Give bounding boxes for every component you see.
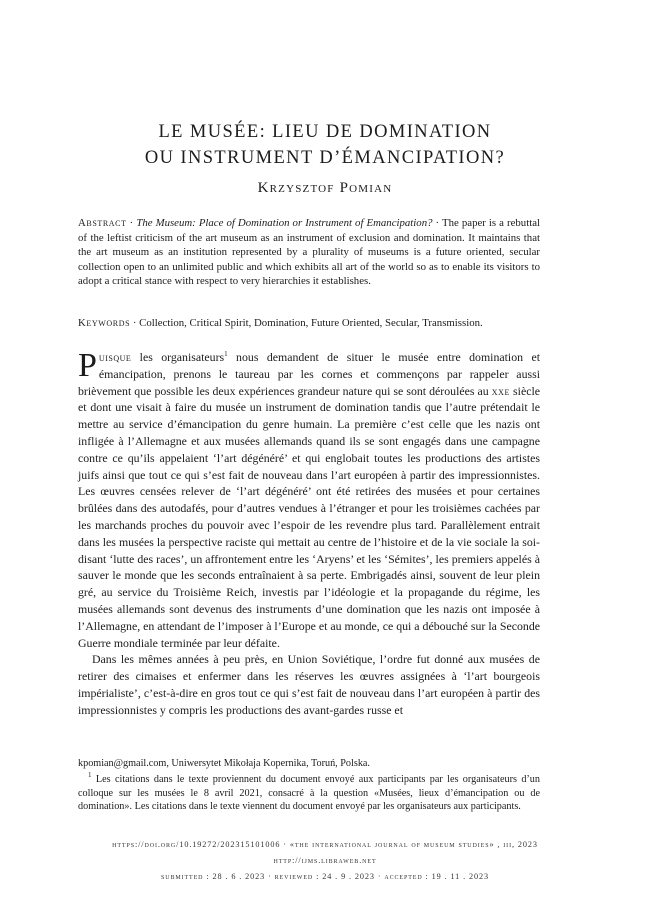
- footnote-1-text: Les citations dans le texte proviennent du document envoyé aux participants par les organisateurs d’un colloque sur les musées le 8 avril 2021, consacré à la question «Musées, lieux d’émancipation ou de domination». Les citations dans le texte viennent du document envoyé par les organisateurs aux participants.: [78, 774, 540, 813]
- abstract-english-title: The Museum: Place of Domination or Instrument of Emancipation?: [136, 217, 433, 229]
- century-numeral: xxe: [491, 383, 510, 398]
- footnotes: [78, 757, 540, 814]
- paragraph-1-text-a: les organisateurs: [131, 350, 225, 364]
- keywords-label: Keywords: [78, 317, 131, 329]
- footer-doi: https://doi.org/10.19272/202315101006 · «the international journal of museum studies» , iii, 2023: [112, 840, 538, 849]
- page-title: [0, 119, 650, 171]
- paragraph-1-text-c: siècle et dont une visait à faire du musée un instrument de domination tandis que l’autre prétendait le mettre au service d’émancipation du genre humain. La première c’est celle que les nazis ont infligée à l’Allemagne et aux musées allemands quand ils se sont engagés dans une campagne contre ce qu’ils appelaient ‘l’art dégénéré’ et qui englobait toutes les productions des artistes juifs ainsi que tout ce qui s’est fait de nouveau dans l’art européen à partir des impressionnistes. Les œuvres censées relever de ‘l’art dégénéré’ ont été retirées des musées et pour certaines brûlées dans des autodafés, pour d’autres vendues à l’étranger et pour les troisièmes cachées par les marchands proches du pouvoir avec l’espoir de les revendre plus tard. Parallèlement entrait dans les musées la perspective raciste qui mettait au centre de l’histoire et de la vie sociale la soi-disant ‘lutte des races’, un affrontement entre les ‘Aryens’ et les ‘Sémites’, les premiers appelés à sauver le monde que les seconds entraînaient à sa perte. Embrigadés ainsi, souvent de leur plein gré, au service du Troisième Reich, investis par l’idéologie et la propagande du régime, les musées allemands sont devenus des instruments d’une domination que les nazis ont imposée à l’Allemagne, en attendant de l’imposer à l’Europe et au monde, ce qui a débouché sur la Seconde Guerre mondiale terminée par leur défaite.: [78, 383, 540, 650]
- author-contact: kpomian@gmail.com, Uniwersytet Mikołaja Kopernika, Toruń, Polska.: [78, 758, 370, 769]
- body-text: [78, 349, 540, 719]
- keywords: [78, 316, 540, 331]
- author-name: Krzysztof Pomian: [257, 180, 393, 196]
- keywords-text: Collection, Critical Spirit, Domination, Future Oriented, Secular, Transmission.: [139, 317, 483, 329]
- abstract: [78, 216, 540, 289]
- footnote-1: [78, 773, 540, 813]
- footer-url: http://ijms.libraweb.net: [273, 856, 377, 865]
- paragraph-1: [78, 349, 540, 651]
- title-line-1: LE MUSÉE: LIEU DE DOMINATION: [158, 122, 492, 142]
- paragraph-1-text-b: nous demandent de situer le musée entre domination et émancipation, prenons le taureau par les cornes et commençons par rappeler aussi brièvement que possible les deux expériences grandeur nature qui se sont déroulées au: [78, 350, 541, 398]
- footnote-reference: 1: [224, 350, 228, 358]
- abstract-separator-2: ·: [432, 217, 443, 229]
- abstract-separator: ·: [126, 217, 137, 229]
- lead-in-small-caps: uisque: [98, 350, 132, 364]
- title-line-2: OU INSTRUMENT D’ÉMANCIPATION?: [144, 148, 506, 168]
- abstract-text: The paper is a rebuttal of the leftist criticism of the art museum as an instrument of exclusion and domination. It maintains that the art museum as an institution represented by a plurality of museums is a future oriented, secular collection open to an unlimited public and which exhibits all art of the world so as to enable its visitors to adopt a critical stance with respect to very hierarchies it establishes.: [78, 217, 540, 287]
- footnote-number: 1: [88, 771, 92, 780]
- abstract-label: Abstract: [78, 217, 127, 229]
- keywords-separator: ·: [130, 317, 140, 329]
- drop-cap: P: [78, 347, 97, 384]
- paragraph-2: Dans les mêmes années à peu près, en Union Soviétique, l’ordre fut donné aux musées de retirer des cimaises et enfermer dans les réserves les œuvres assignées à ‘l’art bourgeois impérialiste’, c’est-à-dire en gros tout ce qui s’est fait de nouveau dans l’art européen à partir des impressionnistes y compris les productions des avant-gardes russe et: [78, 652, 540, 717]
- footer-dates: submitted : 28 . 6 . 2023 · reviewed : 24 . 9 . 2023 · accepted : 19 . 11 . 2023: [160, 872, 489, 881]
